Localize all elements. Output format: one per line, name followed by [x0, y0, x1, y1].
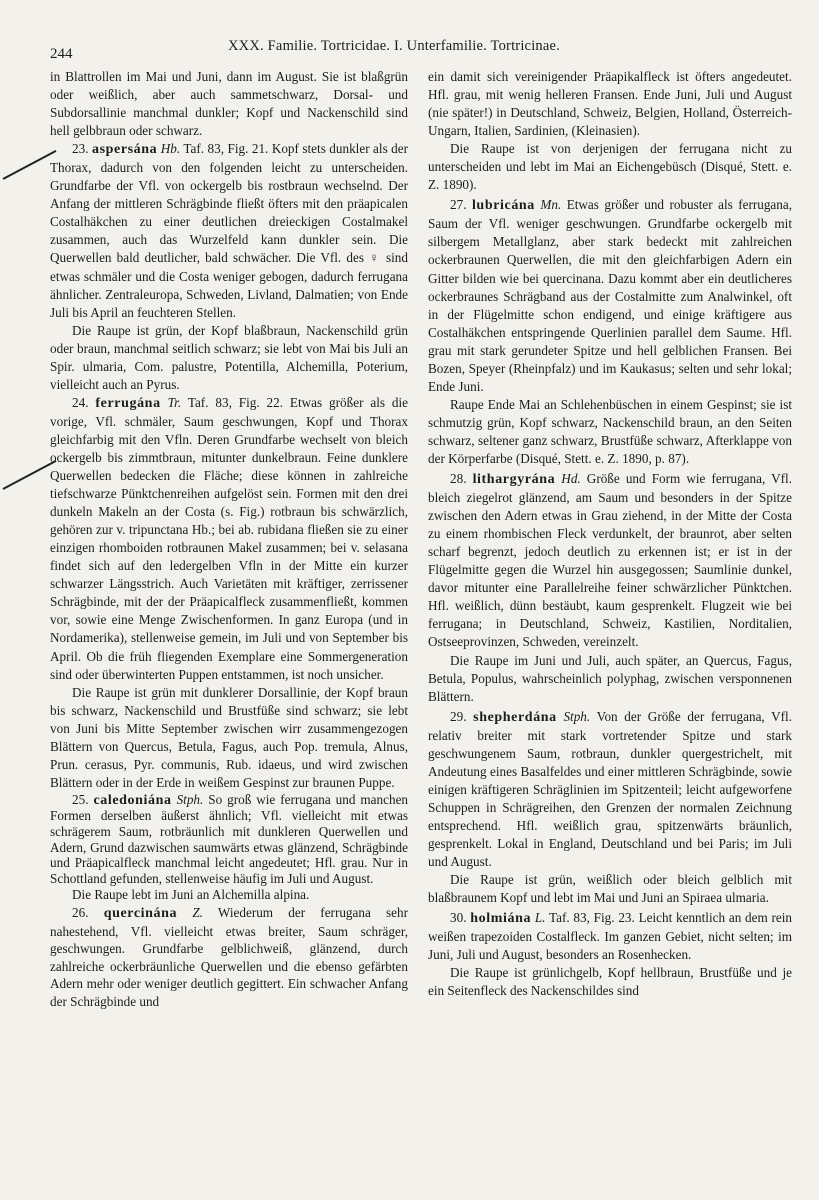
species-entry-29	[428, 708, 792, 871]
species-number: 28.	[450, 471, 467, 487]
larva-description-24: Die Raupe ist grün mit dunklerer Dorsallinie, der Kopf braun bis schwarz, Nackenschild und Brustfüße sind schwarz; sie lebt von Juni bis Mitte September zwischen wirr zusammengezogen Blättern von Quercus, Betula, Fagus, auch Pop. tremula, Alnus, Prun. cerasus, Pyr. communis, Rub. idaeus, und wird zwischen Blättern oder in der Erde in weißem Gespinst zur braunen Puppe.	[50, 684, 408, 790]
species-entry-27	[428, 196, 792, 396]
species-name: aspersána	[91, 142, 158, 158]
species-description: So groß wie ferrugana und manchen Formen derselben äußerst ähnlich; Vfl. vielleicht mit etwas schrägerem Saum, rotbräunlich mit dunkleren Querwellen und Adern, Grund dazwischen saumwärts etwas glänzend, Schrägbinde und Präapicalfleck manchmal leicht angedeutet; Hfl. grau. Nur in Schottland gefunden, stellenweise häufig im Juli und August.	[50, 791, 409, 886]
species-author: Hb.	[160, 141, 181, 157]
species-description: Wiederum der ferrugana sehr nahestehend, Vfl. vielleicht etwas breiter, Saum schräger, geschwungen. Grundfarbe gelblichweiß, glänzend, durch zahlreiche ockerbräunliche Querwellen und die ebenso gefärbten Adern mehr oder weniger deutlich gegittert. Ein schwacher Anfang der Schrägbinde und	[50, 905, 408, 1009]
species-author: L.	[534, 910, 546, 926]
species-name: lubricána	[471, 198, 535, 214]
species-number: 23.	[72, 141, 89, 157]
species-description: Taf. 83, Fig. 21. Kopf stets dunkler als der Thorax, dadurch von den folgenden leicht zu unterscheiden. Grundfarbe der Vfl. von ockergelb bis rostbraun wechselnd. Der Anfang der mittleren Schrägbinde fließt öfters mit den präapicalen Costalhäkchen zu einer deutlichen dreieckigen Costalmakel zusammen, auch das Wurzelfeld kann dunkler sein. Die Querwellen bald deutlicher, bald schwächer. Die Vfl. des ♀ sind etwas schmäler und die Costa weniger gebogen, dadurch ferrugana ähnlicher. Zentraleuropa, Schweden, Livland, Dalmatien; von Ende Juli bis April an feuchteren Stellen.	[50, 141, 409, 320]
species-name: holmiána	[470, 911, 532, 927]
species-description: Von der Größe der ferrugana, Vfl. relativ breiter mit stark vortretender Spitze und stark geschwungenem Saum, rotbraun, dunkler quergestrichelt, mit Andeutung eines Basalfeldes und einer mittleren Schrägbinde, sowie einigen kräftigeren Schräglinien im Spitzenteil; leicht aufgeworfene Schuppen in Schrägreihen, den Grenzen der normalen Zeichnung entsprechend. Hfl. weißlich grau, spitzenwärts bräunlich, gesprenkelt. Lokal in England, Deutschland und bei Paris; im Juli und August.	[428, 708, 793, 870]
species-name: ferrugána	[95, 395, 161, 411]
pencil-margin-mark-2	[3, 460, 57, 490]
species-entry-23	[50, 140, 408, 321]
paragraph-continued: in Blattrollen im Mai und Juni, dann im August. Sie ist blaßgrün oder weißlich, aber auch sammetschwarz, Dorsal- und Subdorsallinie manchmal dunkler; Kopf und Nackenschild sind hell gelbbraun oder schwarz.	[50, 69, 408, 139]
larva-description-29: Die Raupe ist grün, weißlich oder bleich gelblich mit blaßbraunem Kopf und lebt im Mai und Juni an Spiraea ulmaria.	[428, 872, 792, 906]
species-author: Tr.	[167, 394, 182, 410]
larva-description-30: Die Raupe ist grünlichgelb, Kopf hellbraun, Brustfüße und je ein Seitenfleck des Nackenschildes sind	[428, 965, 792, 999]
species-entry-28	[428, 470, 792, 651]
species-author: Stph.	[563, 708, 591, 724]
species-name: lithargyrána	[472, 472, 556, 488]
species-author: Hd.	[561, 471, 581, 487]
species-name: caledoniána	[93, 792, 172, 808]
species-author: Stph.	[176, 791, 204, 807]
right-column	[428, 68, 792, 1000]
pencil-margin-mark-1	[3, 150, 57, 180]
species-number: 30.	[450, 910, 467, 926]
species-entry-30	[428, 909, 792, 964]
species-description: Taf. 83, Fig. 22. Etwas größer als die vorige, Vfl. schmäler, Saum geschwungen, Kopf und Thorax gleichfarbig mit den Vfln. Deren Grundfarbe wechselt von bleich ockergelb bis zimmtbraun, mitunter dunkelbraun. Feine dunklere Querwellen bedecken die Fläche; diese können in zahlreiche tiefschwarze Pünktchenreihen aufgelöst sein. Formen mit den drei dunkeln Makeln an der Costa (s. Fig.) rotbraun bis schwärzlich, gehören zur v. tripunctana Hb.; bei ab. rubidana fließen sie zu einer einzigen rhomboiden rotbraunen Makel zusammen; bei v. selasana findet sich auf den ledergelben Vfln in der Mitte ein kurzer schwarzer Längsstrich. Auch Varietäten mit kräftiger, zerrissener Schrägbinde, mit der der Präapicalfleck zusammenfließt, kommen vor, sowie eine Menge Zwischenformen. In ganz Europa (und in Nordamerika), stellenweise gemein, im Juli und von September bis April. Ob die früh fliegenden Exemplare eine Sommergeneration sind oder überwinterten Puppen entstammen, ist noch unsicher.	[50, 394, 409, 682]
species-number: 27.	[450, 197, 467, 213]
larva-description-27: Raupe Ende Mai an Schlehenbüschen in einem Gespinst; sie ist schmutzig grün, Kopf schwarz, Nackenschild braun, an den Seiten schwarz, seltener ganz schwarz, Brustfüße schwarz, Afterklappe von der Körperfarbe (Disqué, Stett. e. Z. 1890, p. 87).	[428, 396, 792, 466]
paragraph-continued: ein damit sich vereinigender Präapikalfleck ist öfters angedeutet. Hfl. grau, mit wenig helleren Fransen. Ende Juni, Juli und August (nie später!) in Deutschland, Schweiz, Belgien, Holland, Österreich-Ungarn, Italien, Sardinien, (Kleinasien).	[428, 69, 792, 139]
larva-description-23: Die Raupe ist grün, der Kopf blaßbraun, Nackenschild grün oder braun, manchmal seitlich schwarz; sie lebt von Mai bis Juli an Spir. ulmaria, Com. palustre, Potentilla, Alchemilla, Poterium, vielleicht auch an Pyrus.	[50, 322, 408, 392]
species-description: Taf. 83, Fig. 23. Leicht kenntlich an dem rein weißen trapezoiden Costalfleck. Im ganzen Gebiet, nicht selten; im Juni, Juli und August, besonders an Rosenhecken.	[428, 910, 793, 963]
species-entry-24	[50, 394, 408, 684]
species-author: Z.	[192, 905, 203, 921]
larva-description-26: Die Raupe ist von derjenigen der ferrugana nicht zu unterscheiden und lebt im Mai an Eichengebüsch (Disqué, Stett. e. Z. 1890).	[428, 141, 792, 193]
species-number: 26.	[72, 905, 89, 921]
larva-description-28: Die Raupe im Juni und Juli, auch später, an Quercus, Fagus, Betula, Populus, wahrscheinlich polyphag, zwischen versponnenen Blättern.	[428, 652, 792, 704]
species-name: shepherdána	[473, 709, 557, 725]
left-column	[50, 68, 408, 1010]
species-entry-26	[50, 904, 408, 1009]
larva-description-25: Die Raupe lebt im Juni an Alchemilla alpina.	[72, 887, 310, 903]
species-number: 24.	[72, 394, 89, 410]
species-author: Mn.	[540, 197, 562, 213]
species-entry-25	[50, 792, 408, 887]
species-number: 25.	[72, 791, 89, 807]
running-title: XXX. Familie. Tortricidae. I. Unterfamilie. Tortricinae.	[228, 38, 560, 54]
species-description: Größe und Form wie ferrugana, Vfl. bleich ziegelrot glänzend, am Saum und besonders in der Spitze zwischen den Adern etwas in Grau ziehend, in der Mitte der Costa zu einem rhombischen Fleck verdunkelt, der braunrot, aber selten scharf begrenzt, jedoch deutlich zu erkennen ist; er ist in der Flügelmitte gegen die Wurzel hin ausgegossen; Saumlinie dunkel, davor mitunter eine Parallelreihe feiner schwärzlicher Pünktchen. Hfl. weißlich, dünn bestäubt, kaum gesprenkelt. Flugzeit wie bei ferrugana; in Deutschland, Schweiz, Kastilien, Norditalien, Ostseeprovinzen, Schweden, vereinzelt.	[428, 471, 792, 650]
species-number: 29.	[450, 708, 467, 724]
page-header	[50, 38, 779, 60]
page-number: 244	[50, 46, 73, 62]
species-description: Etwas größer und robuster als ferrugana, Saum der Vfl. weniger geschwungen. Grundfarbe ockergelb mit silbergem Metallglanz, aber stark bedeckt mit zahlreichen ockerbraunen Querwellen, die mit den gleichfarbigen Adern ein Gitter bilden wie bei quercinana. Dazu kommt aber ein deutlicheres ockerbraunes Schrägband aus der Costalmitte zum Analwinkel, oft in der Flügelmitte schon endigend, und einige kräftigere aus Costalhäkchen entspringende Querlinien parallel dem Saume. Hfl. grau mit stark gerundeter Spitze und hell gelblichen Fransen. Bei Bozen, Speyer (Rheinpfalz) und im Kaukasus; selten und sehr lokal; Ende Juni.	[428, 197, 793, 394]
species-name: quercinána	[103, 906, 178, 922]
